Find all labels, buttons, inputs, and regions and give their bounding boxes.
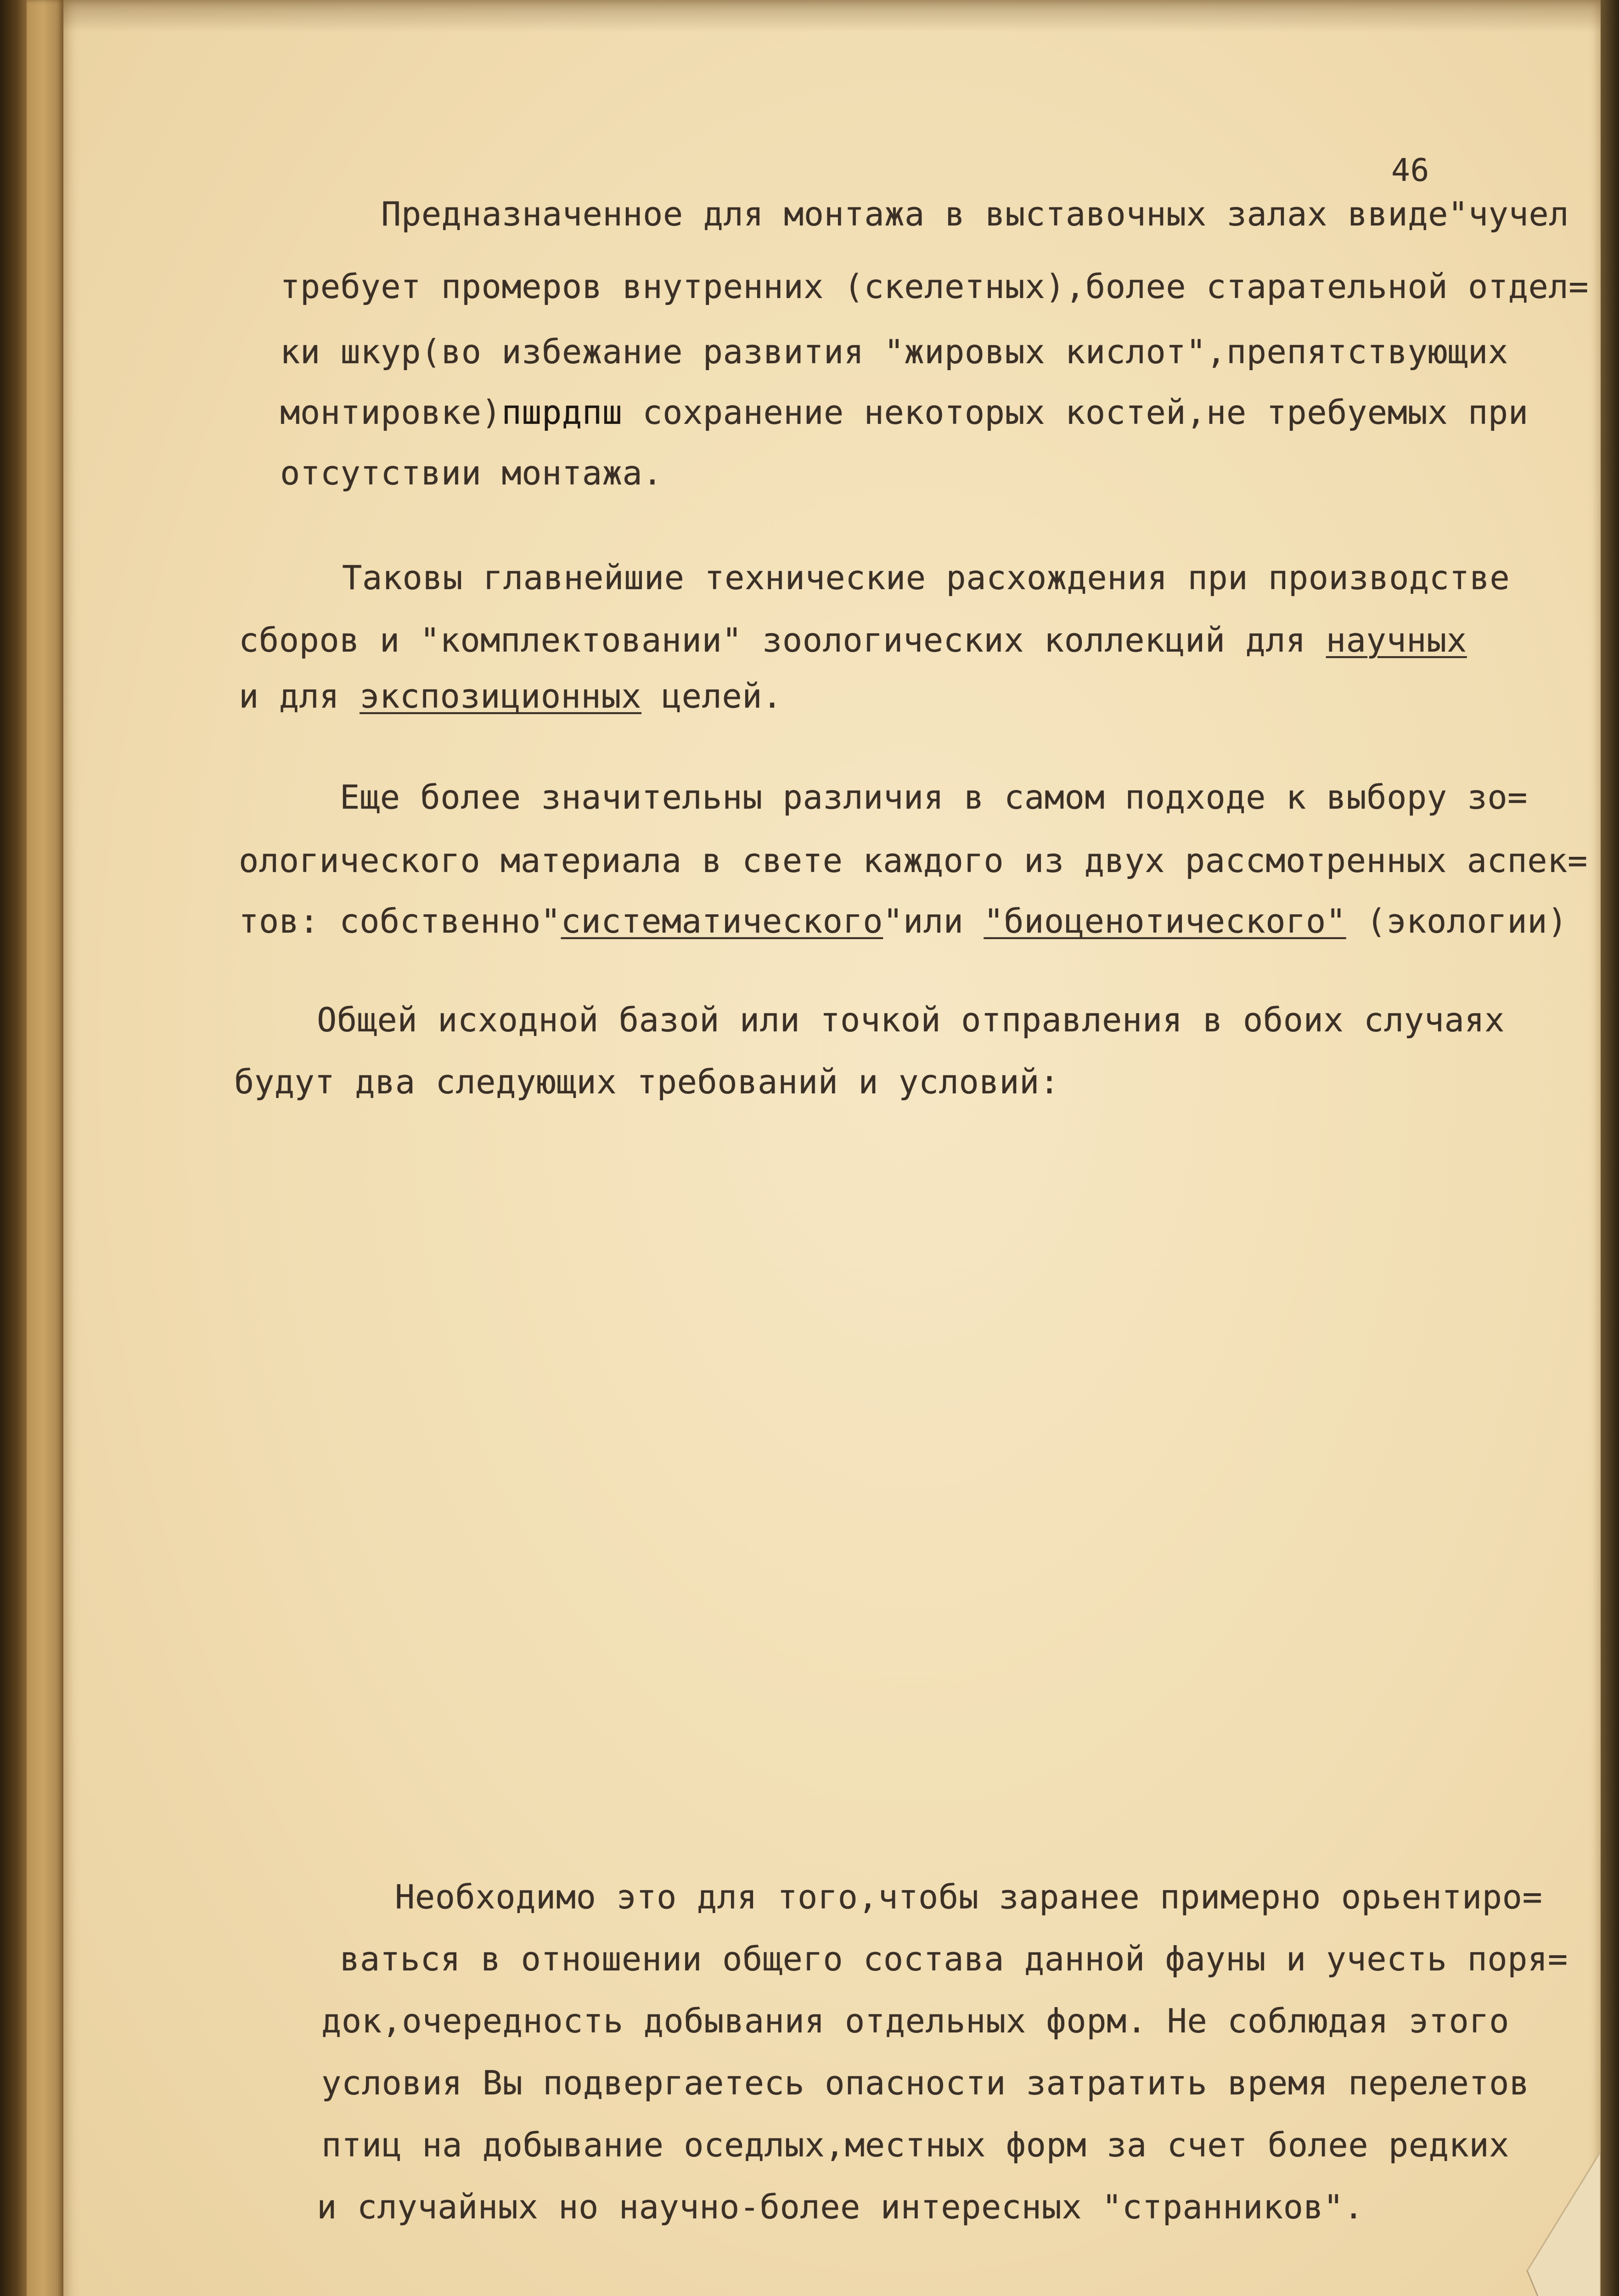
paragraph-5-line-1: Необходимо это для того,чтобы заранее примерно орьентиро= — [395, 1878, 1543, 1916]
paragraph-2-line-3 — [239, 677, 782, 715]
underlined-systematic: систематического — [561, 902, 883, 940]
line-text-a: и для — [239, 677, 360, 715]
binding-strip — [27, 0, 63, 2296]
paragraph-3-line-1: Еще более значительны различия в самом подходе к выбору зо= — [340, 778, 1528, 816]
paragraph-3-line-2: ологического материала в свете каждого из двух рассмотренных аспек= — [239, 841, 1588, 880]
right-page-edge — [1601, 0, 1619, 2296]
paragraph-1-line-5: отсутствии монтажа. — [280, 454, 663, 492]
underlined-scientific: научных — [1326, 621, 1467, 659]
paragraph-5-line-2: ваться в отношении общего состава данной фауны и учесть поря= — [340, 1940, 1568, 1978]
underlined-exposition: экспозиционных — [360, 677, 641, 715]
page-number: 46 — [1391, 152, 1429, 189]
line-text-a: тов: собственно" — [239, 902, 561, 940]
folded-corner — [1495, 2133, 1601, 2296]
line-4-text-a: монтировке) — [280, 393, 502, 432]
paragraph-1-line-1: Предназначенное для монтажа в выставочных залах ввиде"чучел — [381, 195, 1569, 233]
paragraph-1-line-2: требует промеров внутренних (скелетных),более старательной отдел= — [280, 267, 1589, 306]
paragraph-2-line-2 — [239, 621, 1467, 659]
paragraph-5-line-6: и случайных но научно-более интересных "странников". — [317, 2188, 1364, 2226]
page-top-shadow — [63, 0, 1601, 32]
line-text: сборов и "комплектовании" зоологических коллекций для — [239, 621, 1326, 659]
struck-out-typing: пшрдпш — [501, 393, 623, 432]
paragraph-5-line-3: док,очередность добывания отдельных форм. Не соблюдая этого — [321, 2002, 1510, 2040]
line-text-b: "или — [883, 902, 984, 940]
paragraph-5-line-4: условия Вы подвергаетесь опасности затратить время перелетов — [321, 2064, 1529, 2102]
paragraph-1-line-4 — [280, 393, 1529, 432]
paragraph-3-line-3 — [239, 902, 1568, 940]
paragraph-1-line-3: ки шкур(во избежание развития "жировых кислот",препятствующих — [280, 332, 1508, 371]
line-text-b: целей. — [641, 677, 782, 715]
line-4-text-b: сохранение некоторых костей,не требуемых при — [622, 393, 1529, 432]
paragraph-2-line-1: Таковы главнейшие технические расхождения при производстве — [342, 558, 1510, 597]
line-text-c: (экологии) — [1346, 902, 1568, 940]
paragraph-4-line-2: будут два следующих требований и условий: — [234, 1063, 1060, 1101]
paragraph-5-line-5: птиц на добывание оседлых,местных форм за счет более редких — [321, 2126, 1510, 2164]
left-page-edge — [0, 0, 28, 2296]
paragraph-4-line-1: Общей исходной базой или точкой отправления в обоих случаях — [317, 1001, 1505, 1039]
underlined-biocenotic: "биоценотического" — [984, 902, 1346, 940]
